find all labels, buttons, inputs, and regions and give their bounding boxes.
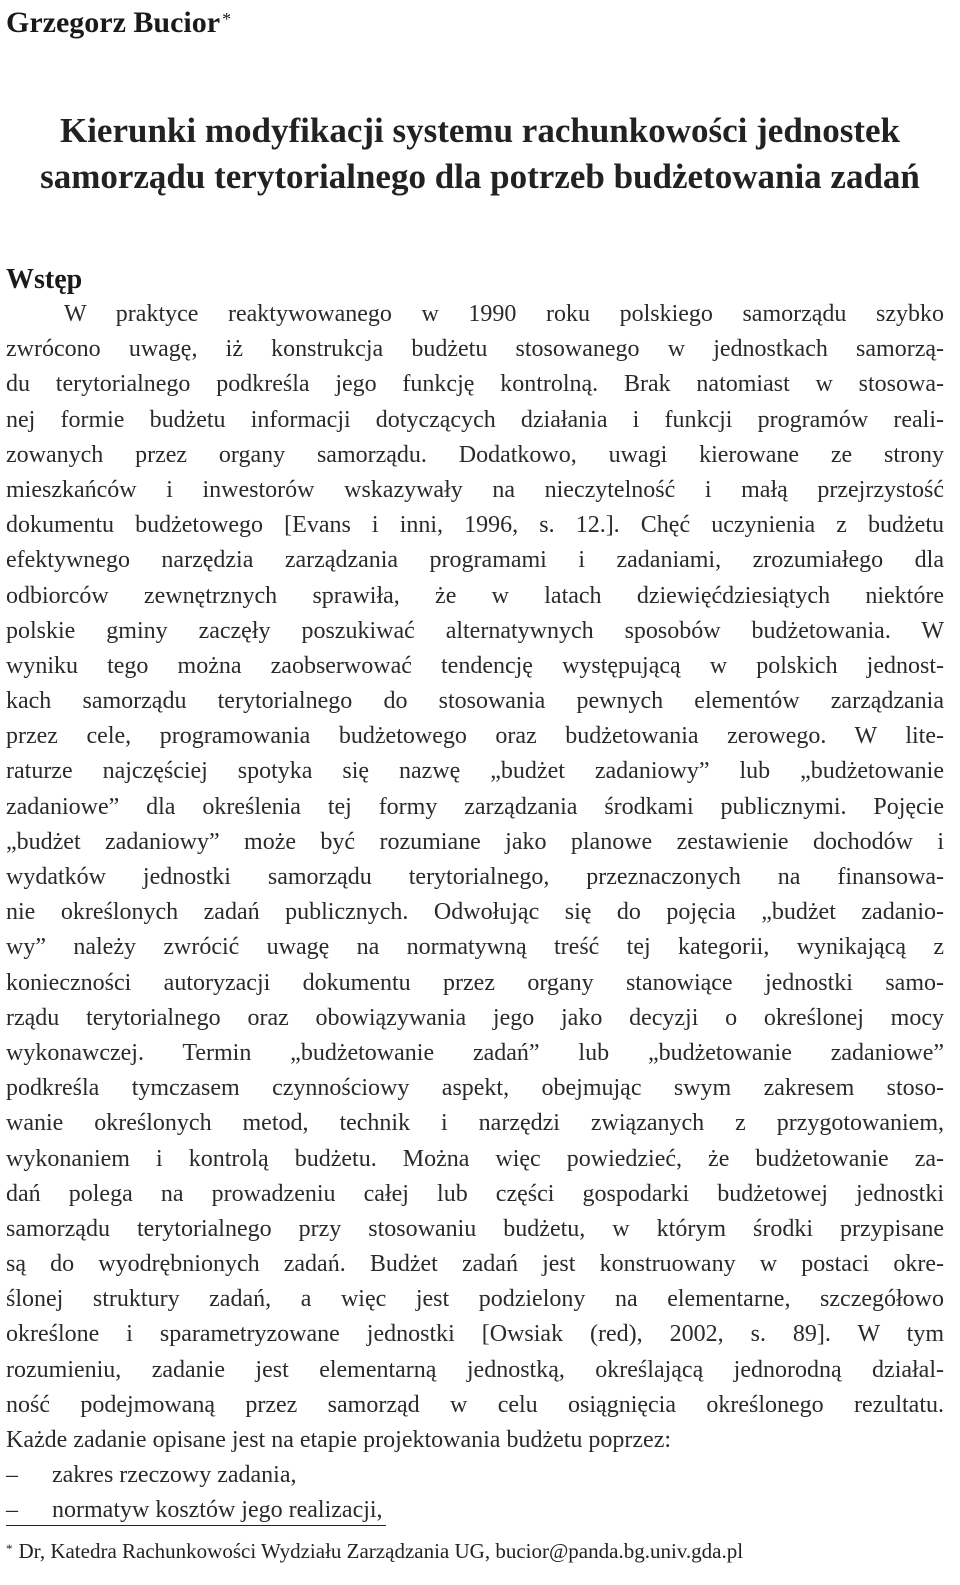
paragraph-line: zowanych przez organy samorządu. Dodatkowo, uwagi kierowane ze strony [6, 441, 944, 468]
paragraph-line: wyniku tego można zaobserwować tendencję występującą w polskich jednost- [6, 652, 944, 679]
paragraph-line: mieszkańców i inwestorów wskazywały na nieczytelność i małą przejrzystość [6, 476, 944, 503]
paragraph-line: raturze najczęściej spotyka się nazwę „budżet zadaniowy” lub „budżetowanie [6, 758, 944, 785]
footnote-mark: * [6, 1541, 13, 1556]
paper-title-line-1: Kierunki modyfikacji systemu rachunkowości jednostek [59, 111, 901, 150]
paragraph-line: są do wyodrębnionych zadań. Budżet zadań jest konstruowany w postaci okre- [6, 1251, 944, 1278]
paragraph-line: dokumentu budżetowego [Evans i inni, 1996, s. 12.]. Chęć uczynienia z budżetu [6, 512, 944, 539]
paragraph-line: ślonej struktury zadań, a więc jest podzielony na elementarne, szczegółowo [6, 1286, 944, 1313]
paragraph-line: dań polega na prowadzeniu całej lub części gospodarki budżetowej jednostki [6, 1180, 944, 1207]
body-text [6, 297, 944, 1529]
footnote-text: Dr, Katedra Rachunkowości Wydziału Zarządzania UG, bucior@panda.bg.univ.gda.pl [18, 1539, 744, 1563]
author-name-text: Grzegorz Bucior [6, 6, 221, 39]
paper-title-line-2: samorządu terytorialnego dla potrzeb budżetowania zadań [40, 157, 920, 196]
footnote [6, 1536, 743, 1566]
paragraph-line: W praktyce reaktywowanego w 1990 roku polskiego samorządu szybko [64, 301, 944, 327]
paragraph-line: wydatków jednostki samorządu terytorialnego, przeznaczonych na finansowa- [6, 864, 944, 890]
paragraph-line: odbiorców zewnętrznych sprawiła, że w latach dziewięćdziesiątych niektóre [6, 582, 944, 609]
paragraph-line: rozumieniu, zadanie jest elementarną jednostką, określającą jednorodną działal- [6, 1356, 944, 1383]
paragraph-line: zwrócono uwagę, iż konstrukcja budżetu stosowanego w jednostkach samorzą- [6, 336, 944, 363]
paragraph-line: rządu terytorialnego oraz obowiązywania jego jako decyzji o określonej mocy [6, 1004, 944, 1031]
list-dash-marker: – [6, 1462, 18, 1489]
author-name [6, 3, 231, 43]
paragraph-line: samorządu terytorialnego przy stosowaniu budżetu, w którym środki przypisane [6, 1215, 944, 1242]
list-dash-marker: – [6, 1497, 18, 1524]
author-footnote-mark: * [222, 9, 232, 29]
paragraph-line: nej formie budżetu informacji dotyczących działania i funkcji programów reali- [6, 406, 944, 433]
list-item [6, 1458, 944, 1493]
paragraph [6, 297, 944, 1458]
paragraph-line: Każde zadanie opisane jest na etapie projektowania budżetu poprzez: [6, 1427, 672, 1453]
paragraph-line: wanie określonych metod, technik i narzędzi związanych z przygotowaniem, [6, 1110, 944, 1137]
paragraph-line: wykonawczej. Termin „budżetowanie zadań” lub „budżetowanie zadaniowe” [6, 1039, 944, 1066]
paragraph-line: określone i sparametryzowane jednostki [Owsiak (red), 2002, s. 89]. W tym [6, 1321, 944, 1348]
paragraph-line: przez cele, programowania budżetowego oraz budżetowania zerowego. W lite- [6, 723, 944, 750]
paragraph-line: ność podejmowaną przez samorząd w celu osiągnięcia określonego rezultatu. [6, 1391, 944, 1418]
bullet-list [6, 1458, 944, 1528]
paragraph-line: konieczności autoryzacji dokumentu przez organy stanowiące jednostki samo- [6, 969, 944, 996]
paragraph-line: nie określonych zadań publicznych. Odwołując się do pojęcia „budżet zadanio- [6, 899, 944, 926]
list-item-text: zakres rzeczowy zadania, [52, 1462, 297, 1489]
paragraph-line: „budżet zadaniowy” może być rozumiane jako planowe zestawienie dochodów i [6, 828, 944, 855]
paragraph-line: kach samorządu terytorialnego do stosowania pewnych elementów zarządzania [6, 688, 944, 715]
paragraph-line: efektywnego narzędzia zarządzania programami i zadaniami, zrozumiałego dla [6, 547, 944, 574]
paragraph-line: polskie gminy zaczęły poszukiwać alternatywnych sposobów budżetowania. W [6, 617, 944, 644]
list-item [6, 1493, 944, 1528]
list-item-text: normatyw kosztów jego realizacji, [52, 1497, 383, 1524]
section-heading: Wstęp [6, 264, 83, 295]
paragraph-line: du terytorialnego podkreśla jego funkcję kontrolną. Brak natomiast w stosowa- [6, 371, 944, 398]
paragraph-line: wy” należy zwrócić uwagę na normatywną treść tej kategorii, wynikającą z [6, 934, 944, 961]
paragraph-line: wykonaniem i kontrolą budżetu. Można więc powiedzieć, że budżetowanie za- [6, 1145, 944, 1172]
paper-title [8, 108, 952, 200]
paragraph-line: podkreśla tymczasem czynnościowy aspekt, obejmując swym zakresem stoso- [6, 1075, 944, 1102]
paragraph-line: zadaniowe” dla określenia tej formy zarządzania środkami publicznymi. Pojęcie [6, 793, 944, 820]
footnote-separator [6, 1525, 386, 1526]
